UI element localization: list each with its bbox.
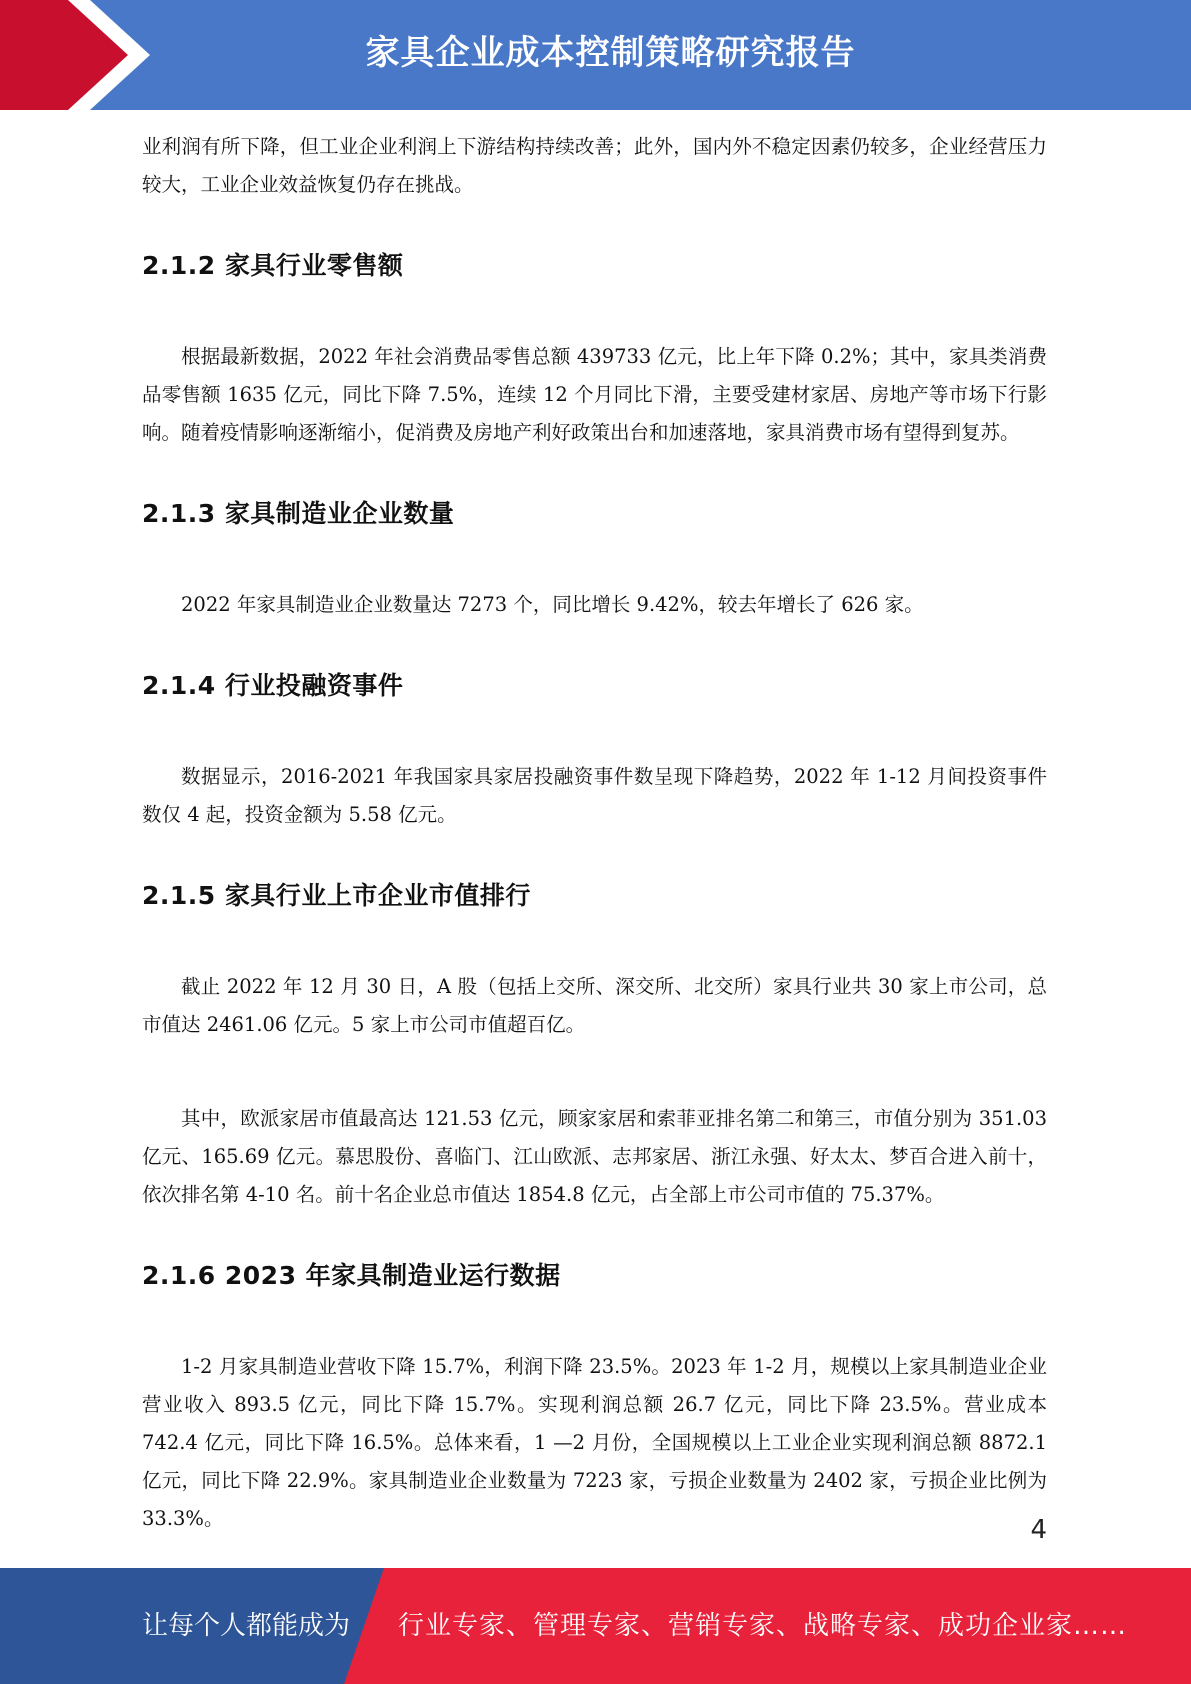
page-number: 4 bbox=[1030, 1515, 1047, 1545]
section-paragraph-market-value-1: 截止 2022 年 12 月 30 日，A 股（包括上交所、深交所、北交所）家具行业共 30 家上市公司，总市值达 2461.06 亿元。5 家上市公司市值超百亿。 bbox=[142, 975, 1047, 1036]
section-heading-enterprise-count: 2.1.3 家具制造业企业数量 bbox=[142, 499, 455, 528]
section-heading-2023-data: 2.1.6 2023 年家具制造业运行数据 bbox=[142, 1261, 561, 1290]
section-paragraph-investment: 数据显示，2016-2021 年我国家具家居投融资事件数呈现下降趋势，2022 年 1-12 月间投资事件数仅 4 起，投资金额为 5.58 亿元。 bbox=[142, 765, 1047, 826]
page-footer bbox=[0, 1568, 1191, 1684]
main-content bbox=[142, 128, 1047, 1538]
footer-slogan-left: 让每个人都能成为 bbox=[142, 1611, 351, 1641]
section-paragraph-2023-data: 1-2 月家具制造业营收下降 15.7%，利润下降 23.5%。2023 年 1-2 月，规模以上家具制造业企业营业收入 893.5 亿元，同比下降 15.7%。实现利润总额 26.7 亿元，同比下降 23.5%。营业成本 742.4 亿元，同比下降 16.5%。总体来看，1 —2 月份，全国规模以上工业企业实现利润总额 8872.1 亿元，同比下降 22.9%。家具制造业企业数量为 7223 家，亏损企业数量为 2402 家，亏损企业比例为 33.3%。 bbox=[142, 1355, 1047, 1530]
section-paragraph-enterprise-count: 2022 年家具制造业企业数量达 7273 个，同比增长 9.42%，较去年增长了 626 家。 bbox=[181, 593, 924, 616]
section-heading-investment: 2.1.4 行业投融资事件 bbox=[142, 671, 404, 700]
section-paragraph-retail: 根据最新数据，2022 年社会消费品零售总额 439733 亿元，比上年下降 0.2%；其中，家具类消费品零售额 1635 亿元，同比下降 7.5%，连续 12 个月同比下滑，主要受建材家居、房地产等市场下行影响。随着疫情影响逐渐缩小，促消费及房地产利好政策出台和加速落地，家具消费市场有望得到复苏。 bbox=[142, 345, 1047, 444]
section-heading-market-value: 2.1.5 家具行业上市企业市值排行 bbox=[142, 881, 531, 910]
intro-paragraph: 业利润有所下降，但工业企业利润上下游结构持续改善；此外，国内外不稳定因素仍较多，企业经营压力较大，工业企业效益恢复仍存在挑战。 bbox=[142, 135, 1047, 196]
footer-slogan-right: 行业专家、管理专家、营销专家、战略专家、成功企业家…… bbox=[398, 1611, 1128, 1641]
section-paragraph-market-value-2: 其中，欧派家居市值最高达 121.53 亿元，顾家家居和索菲亚排名第二和第三，市值分别为 351.03 亿元、165.69 亿元。慕思股份、喜临门、江山欧派、志邦家居、浙江永强、好太太、梦百合进入前十，依次排名第 4-10 名。前十名企业总市值达 1854.8 亿元，占全部上市公司市值的 75.37%。 bbox=[142, 1107, 1047, 1206]
page-header bbox=[0, 0, 1191, 110]
report-title: 家具企业成本控制策略研究报告 bbox=[365, 33, 856, 73]
section-heading-retail: 2.1.2 家具行业零售额 bbox=[142, 251, 404, 280]
